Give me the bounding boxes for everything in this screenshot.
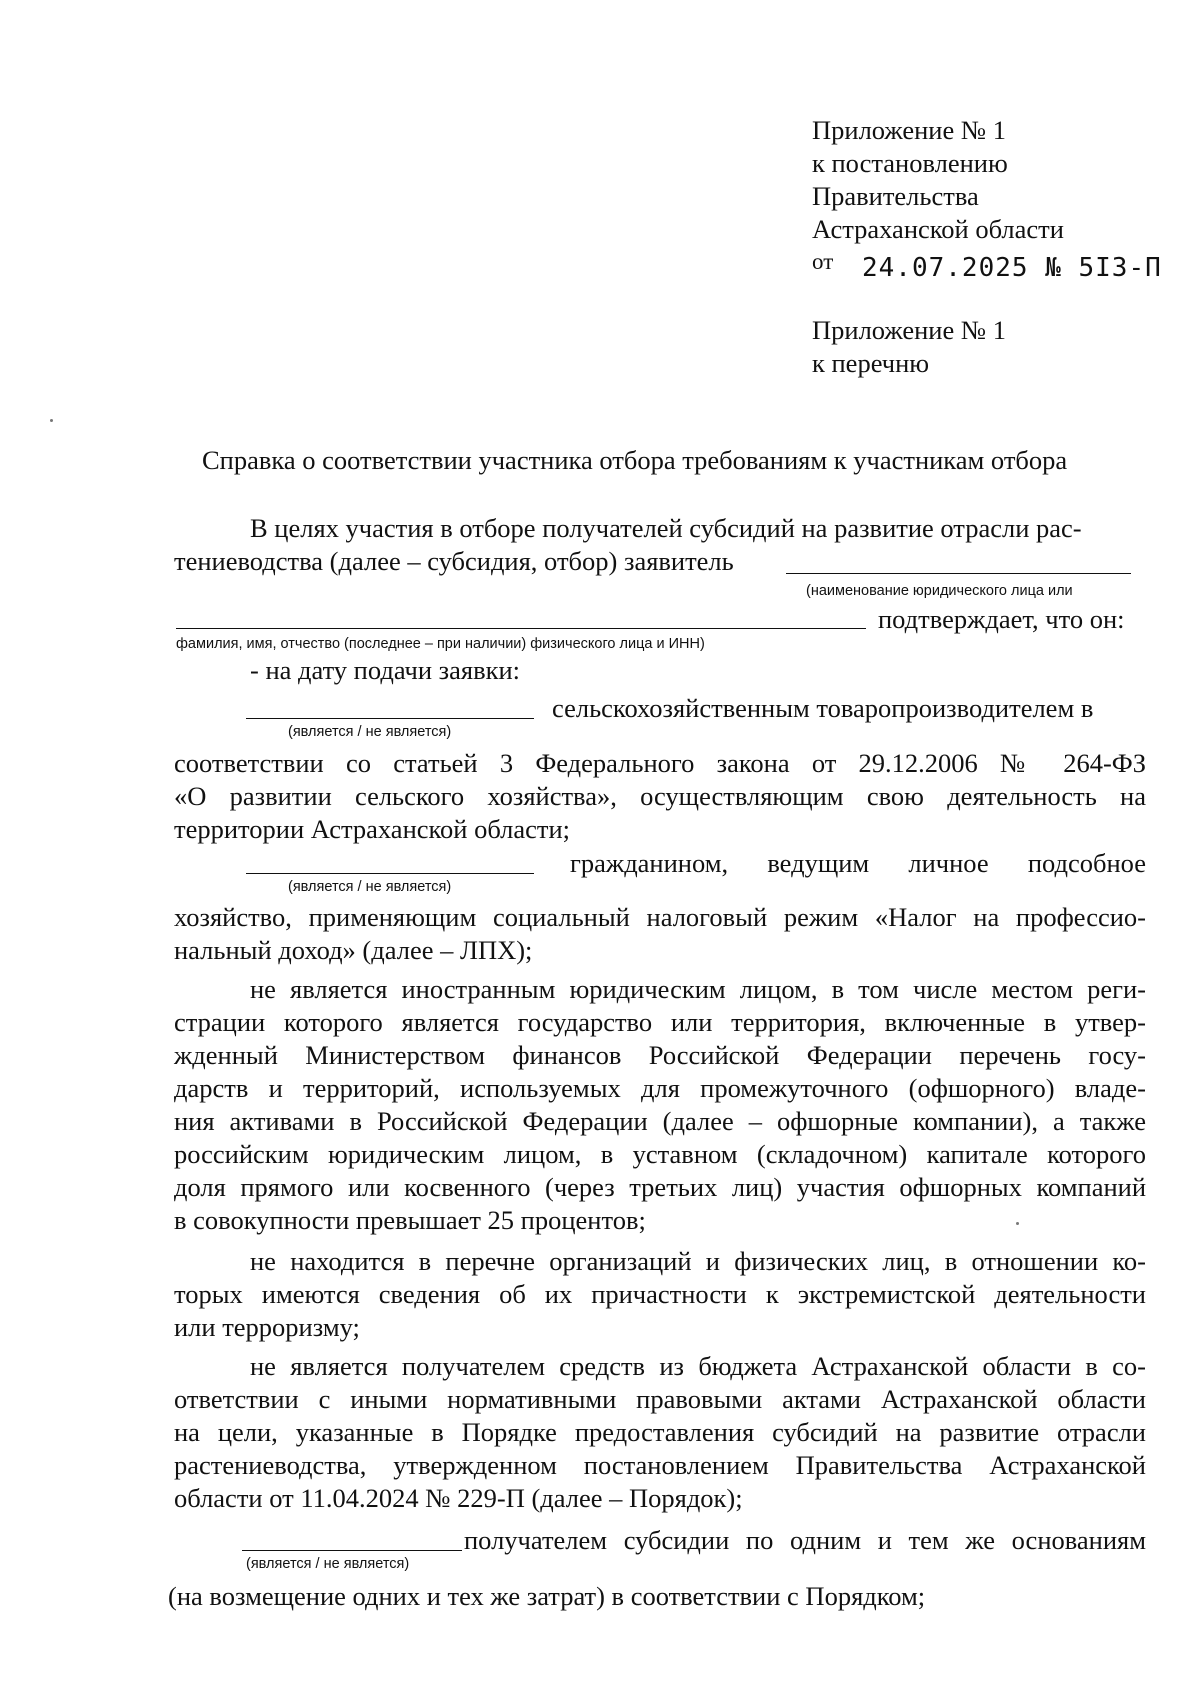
header-date-number: 24.07.2025 № 5I3-П — [862, 253, 1162, 283]
header-appendix-line: Приложение № 1 — [812, 115, 1007, 145]
header-region-line: Астраханской области — [812, 214, 1064, 244]
item6-line-2: (на возмещение одних и тех же затрат) в соответствии с Порядком; — [168, 1581, 926, 1611]
applicant-fullname-caption: фамилия, имя, отчество (последнее – при наличии) физического лица и ИНН) — [176, 636, 705, 652]
header-appendix-line-2: Приложение № 1 — [812, 315, 1007, 345]
item3-line-2: страции которого является государство или территория, включенные в утвер- — [174, 1007, 1146, 1037]
item1-caption: (является / не является) — [288, 724, 452, 740]
item3-line-4: дарств и территорий, используемых для промежуточного (офшорного) владе- — [174, 1073, 1146, 1103]
item2-status-blank — [246, 873, 534, 874]
header-government-line: Правительства — [812, 181, 979, 211]
item3-line-6: российским юридическим лицом, в уставном (складочном) капитале которого — [174, 1139, 1146, 1169]
header-resolution-line: к постановлению — [812, 148, 1008, 178]
item6-status-blank — [242, 1550, 462, 1551]
item2-tail: гражданином, ведущим личное подсобное — [570, 848, 1146, 878]
item6-tail: получателем субсидии по одним и тем же основаниям — [464, 1525, 1146, 1555]
item3-line-5: ния активами в Российской Федерации (далее – офшорные компании), а также — [174, 1106, 1146, 1136]
item5-line-5: области от 11.04.2024 № 229-П (далее – Порядок); — [174, 1483, 743, 1513]
item5-line-4: растениеводства, утвержденном постановлением Правительства Астраханской — [174, 1450, 1146, 1480]
item4-line-3: или терроризму; — [174, 1312, 360, 1342]
item2-line-2: хозяйство, применяющим социальный налоговый режим «Налог на профессио- — [174, 902, 1146, 932]
item5-line-1: не является получателем средств из бюджета Астраханской области в со- — [250, 1351, 1146, 1381]
item1-line-2-text: соответствии со статьей 3 Федерального закона от 29.12.2006 № 264-ФЗ — [174, 748, 1146, 778]
item2-line-3: нальный доход» (далее – ЛПХ); — [174, 935, 533, 965]
item1-status-blank — [246, 718, 534, 719]
document-title: Справка о соответствии участника отбора требованиям к участникам отбора — [202, 445, 1068, 475]
item4-line-1: не находится в перечне организаций и физических лиц, в отношении ко- — [250, 1246, 1146, 1276]
item4-line-2: торых имеются сведения об их причастности к экстремистской деятельности — [174, 1279, 1146, 1309]
applicant-name-blank-2 — [176, 628, 866, 629]
item3-line-3: жденный Министерством финансов Российской Федерации перечень госу- — [174, 1040, 1146, 1070]
applicant-name-caption: (наименование юридического лица или — [806, 583, 1073, 599]
item2-caption: (является / не является) — [288, 879, 452, 895]
item3-line-8: в совокупности превышает 25 процентов; — [174, 1205, 646, 1235]
scan-speck — [50, 419, 53, 422]
item1-line-4: территории Астраханской области; — [174, 814, 571, 844]
intro-line-4: - на дату подачи заявки: — [250, 655, 521, 685]
item3-line-1: не является иностранным юридическим лицом, в том числе местом реги- — [250, 974, 1146, 1004]
item1-tail: сельскохозяйственным товаропроизводителем в — [552, 693, 1094, 723]
item6-caption: (является / не является) — [246, 1556, 410, 1572]
item3-line-7: доля прямого или косвенного (через третьих лиц) участия офшорных компаний — [174, 1172, 1146, 1202]
intro-line-1: В целях участия в отборе получателей субсидий на развитие отрасли рас- — [250, 513, 1082, 543]
item1-line-3: «О развитии сельского хозяйства», осуществляющим свою деятельность на — [174, 781, 1146, 811]
applicant-name-blank — [786, 573, 1131, 574]
header-list-line: к перечню — [812, 348, 930, 378]
item5-line-3: на цели, указанные в Порядке предоставления субсидий на развитие отрасли — [174, 1417, 1146, 1447]
intro-line-2: тениеводства (далее – субсидия, отбор) заявитель — [174, 546, 734, 576]
item1-line-2 — [174, 747, 1146, 779]
scan-speck-2 — [1016, 1222, 1019, 1225]
item5-line-2: ответствии с иными нормативными правовыми актами Астраханской области — [174, 1384, 1146, 1414]
intro-line-3: подтверждает, что он: — [878, 604, 1125, 634]
header-date-prefix: от — [812, 249, 834, 274]
